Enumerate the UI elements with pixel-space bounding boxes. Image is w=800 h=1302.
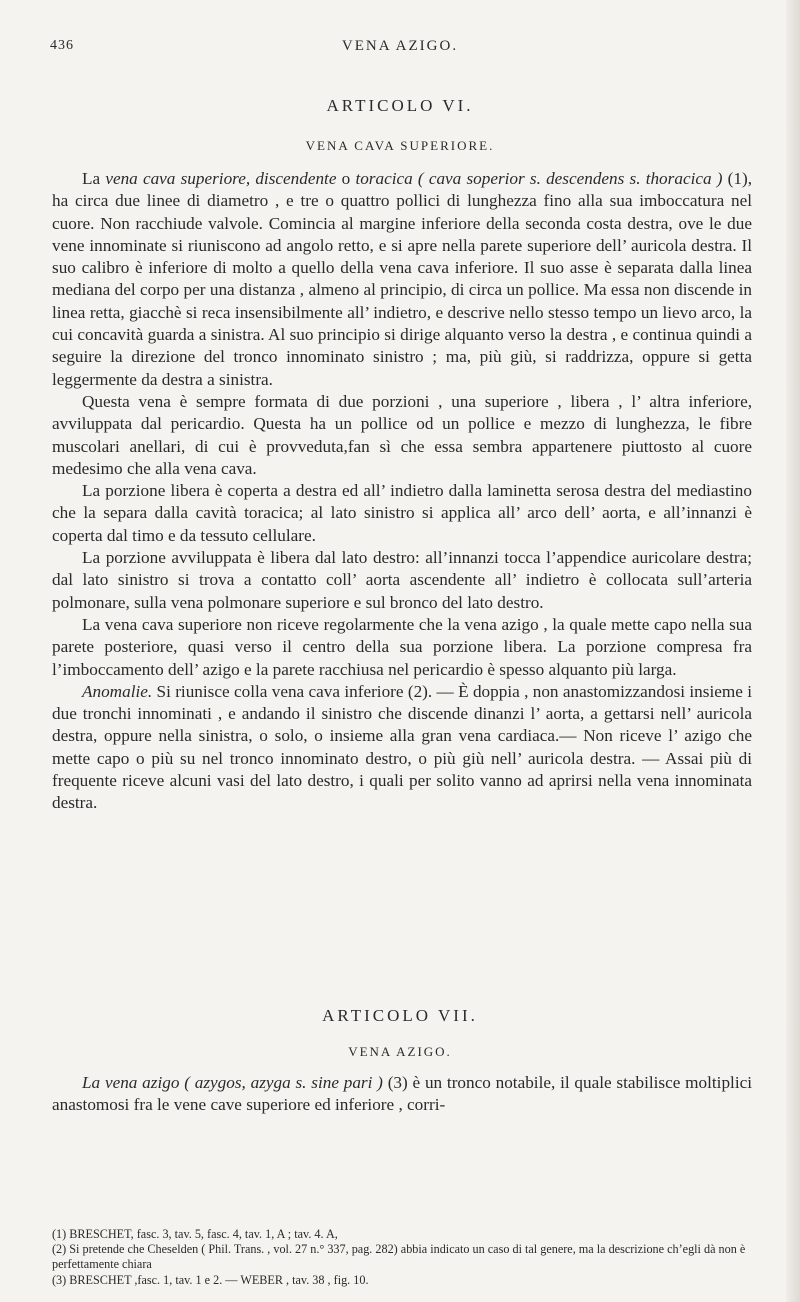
footnote-1: (1) BRESCHET, fasc. 3, tav. 5, fasc. 4, tav. 1, A ; tav. 4. A, bbox=[52, 1227, 338, 1241]
paragraph-4: La porzione avviluppata è libera dal lato destro: all’innanzi tocca l’appendice auricolare destra; dal lato sinistro si trova a contatto coll’ aorta ascendente all’ indietro è collocata sull’arteria polmonare, sulla vena polmonare superiore e sul bronco del lato destro. bbox=[52, 548, 752, 612]
paragraph-2: Questa vena è sempre formata di due porzioni , una superiore , libera , l’ altra inferiore, avviluppata dal pericardio. Questa ha un pollice od un pollice e mezzo di lunghezza, le fibre muscolari anellari, di cui è provveduta,fan sì che essa sembra appartenere piuttosto al cuore medesimo che alla vena cava. bbox=[52, 391, 752, 478]
article-vii-title: ARTICOLO VII. bbox=[322, 1006, 478, 1025]
article-vii-subtitle: VENA AZIGO. bbox=[348, 1044, 452, 1059]
term-vena-azigo: La vena azigo ( azygos, azyga s. sine pari ) bbox=[82, 1073, 383, 1092]
paragraph-anomalie: Anomalie. Si riunisce colla vena cava inferiore (2). — È doppia , non anastomizzandosi insieme i due tronchi innominati , e andando il sinistro che discende dinanzi l’ aorta, a gettarsi nell’ auricola destra, oppure nella sinistra, o solo, o insieme alla gran vena cardiaca.— Non riceve l’ azigo che mette capo o più su nel tronco innominato destro, o più giù nell’ auricola destra. — Assai più di frequente riceve alcuni vasi del lato destro, i quali per solito vanno ad aprirsi nella vena innominata destra. bbox=[52, 681, 752, 813]
footnotes bbox=[52, 1227, 752, 1288]
article-vi-title: ARTICOLO VI. bbox=[326, 96, 474, 115]
running-title: VENA AZIGO. bbox=[341, 38, 459, 54]
term-latin-synonym: toracica ( cava soperior s. descendens s. thoracica ) bbox=[355, 169, 723, 188]
article-vii-body bbox=[52, 1072, 752, 1117]
article-vi-subtitle: VENA CAVA SUPERIORE. bbox=[305, 138, 495, 153]
paragraph-3: La porzione libera è coperta a destra ed all’ indietro dalla laminetta serosa destra del mediastino che la separa dalla cavità toracica; al lato sinistro si applica all’ arco dell’ aorta, e all’innanzi è coperta dal timo e da tessuto cellulare. bbox=[52, 481, 752, 545]
anomalie-label: Anomalie. bbox=[82, 681, 153, 701]
page-number: 436 bbox=[50, 38, 74, 53]
paragraph-1: La vena cava superiore, discendente o toracica ( cava soperior s. descendens s. thoracica ) (1), ha circa due linee di diametro , e tre o quattro pollici di lunghezza fino alla sua imboccatura nel cuore. Non racchiude valvole. Comincia al margine inferiore della seconda costa destra, ove le due vene innominate si riuniscono ad angolo retto, e si apre nella parete superiore dell’ auricola destra. Il suo calibro è inferiore di molto a quello della vena cava inferiore. Il suo asse è separata dalla linea mediana del corpo per una distanza , almeno al principio, di circa un pollice. Ma essa non discende in linea retta, giacchè si reca insensibilmente all’ indietro, e descrive nello stesso tempo un lievo arco, la cui concavità guarda a sinistra. Al suo principio si dirige alquanto verso la destra , e continua quindi a seguire la direzione del tronco innominato sinistro ; ma, più giù, si raddrizza, oppure si getta leggermente da destra a sinistra. bbox=[52, 169, 753, 389]
footnote-3: (3) BRESCHET ,fasc. 1, tav. 1 e 2. — WEBER , tav. 38 , fig. 10. bbox=[52, 1272, 369, 1287]
paragraph-azigo: La vena azigo ( azygos, azyga s. sine pari ) (3) è un tronco notabile, il quale stabilisce moltiplici anastomosi fra le vene cave superiore ed inferiore , corri- bbox=[52, 1073, 752, 1115]
paragraph-5: La vena cava superiore non riceve regolarmente che la vena azigo , la quale mette capo nella sua parete posteriore, quasi verso il centro della sua porzione libera. La porzione compresa fra l’imboccamento dell’ azigo e la parete racchiusa nel pericardio è spesso alquanto più larga. bbox=[52, 614, 752, 679]
term-vena-cava: vena cava superiore, discendente bbox=[105, 169, 337, 188]
footnote-2: (2) Si pretende che Cheselden ( Phil. Trans. , vol. 27 n.° 337, pag. 282) abbia indicato un caso di tal genere, ma la descrizione ch’egli dà non è perfettamente chiara bbox=[52, 1242, 746, 1272]
article-vi-body bbox=[52, 168, 752, 815]
page-edge-shadow bbox=[786, 0, 800, 1302]
